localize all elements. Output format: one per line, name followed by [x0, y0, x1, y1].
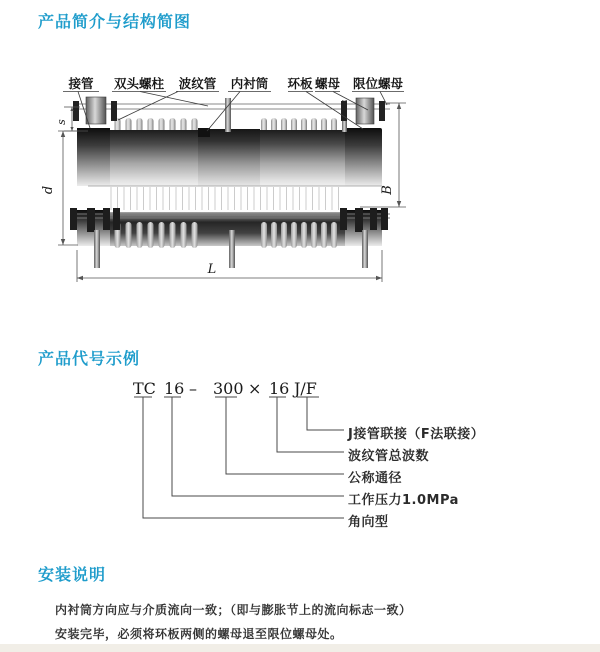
part-label-stud: 双头螺柱: [113, 76, 165, 91]
end-pipe-left: [77, 128, 110, 186]
part-labels: [67, 76, 403, 91]
code-token-waves: 16: [269, 379, 290, 398]
dim-label-L: L: [207, 262, 217, 277]
install-note-2: 安装完毕，必须将环板两侧的螺母退至限位螺母处。: [55, 627, 343, 641]
dim-label-d: d: [41, 185, 56, 195]
section-title-install: 安装说明: [38, 565, 107, 584]
section-title-code: 产品代号示例: [38, 349, 141, 368]
callout-connection: J接管联接（F法联接）: [348, 427, 485, 442]
code-token-pressure: 16: [164, 379, 185, 398]
part-label-nut: 螺母: [314, 76, 341, 91]
expansion-joint-drawing: [30, 60, 420, 290]
bore-hatch-lines: [108, 187, 340, 210]
page-bottom-strip: [0, 644, 600, 652]
part-label-liner: 内衬筒: [230, 76, 269, 91]
part-label-limit-nut: 限位螺母: [352, 76, 404, 91]
structure-diagram: [30, 60, 420, 290]
part-label-ring-plate: 环板: [287, 76, 313, 91]
end-pipe-right: [345, 128, 382, 186]
callout-nominal-dia: 公称通径: [348, 471, 403, 486]
callout-pressure: 工作压力1.0MPa: [348, 493, 459, 508]
code-token-type: TC: [133, 379, 156, 398]
part-label-jieguan: 接管: [68, 76, 94, 91]
code-token-conn: J/F: [294, 379, 317, 398]
callout-type: 角向型: [348, 515, 389, 530]
inner-sleeve: [198, 129, 260, 186]
install-note-1: 内衬筒方向应与介质流向一致；（即与膨胀节上的流向标志一致）: [55, 603, 412, 617]
code-token-dash: –: [189, 379, 197, 398]
section-title-structure: 产品简介与结构简图: [38, 12, 192, 31]
code-callout-lines: [130, 394, 360, 526]
code-token-times: ×: [248, 379, 262, 398]
callout-wave-count: 波纹管总波数: [348, 449, 430, 464]
dim-label-s: s: [55, 119, 68, 125]
part-label-bellows: 波纹管: [178, 76, 217, 91]
dim-label-B: B: [380, 185, 395, 195]
joint-bottom-half: [70, 208, 390, 268]
code-token-dn: 300: [213, 379, 244, 398]
